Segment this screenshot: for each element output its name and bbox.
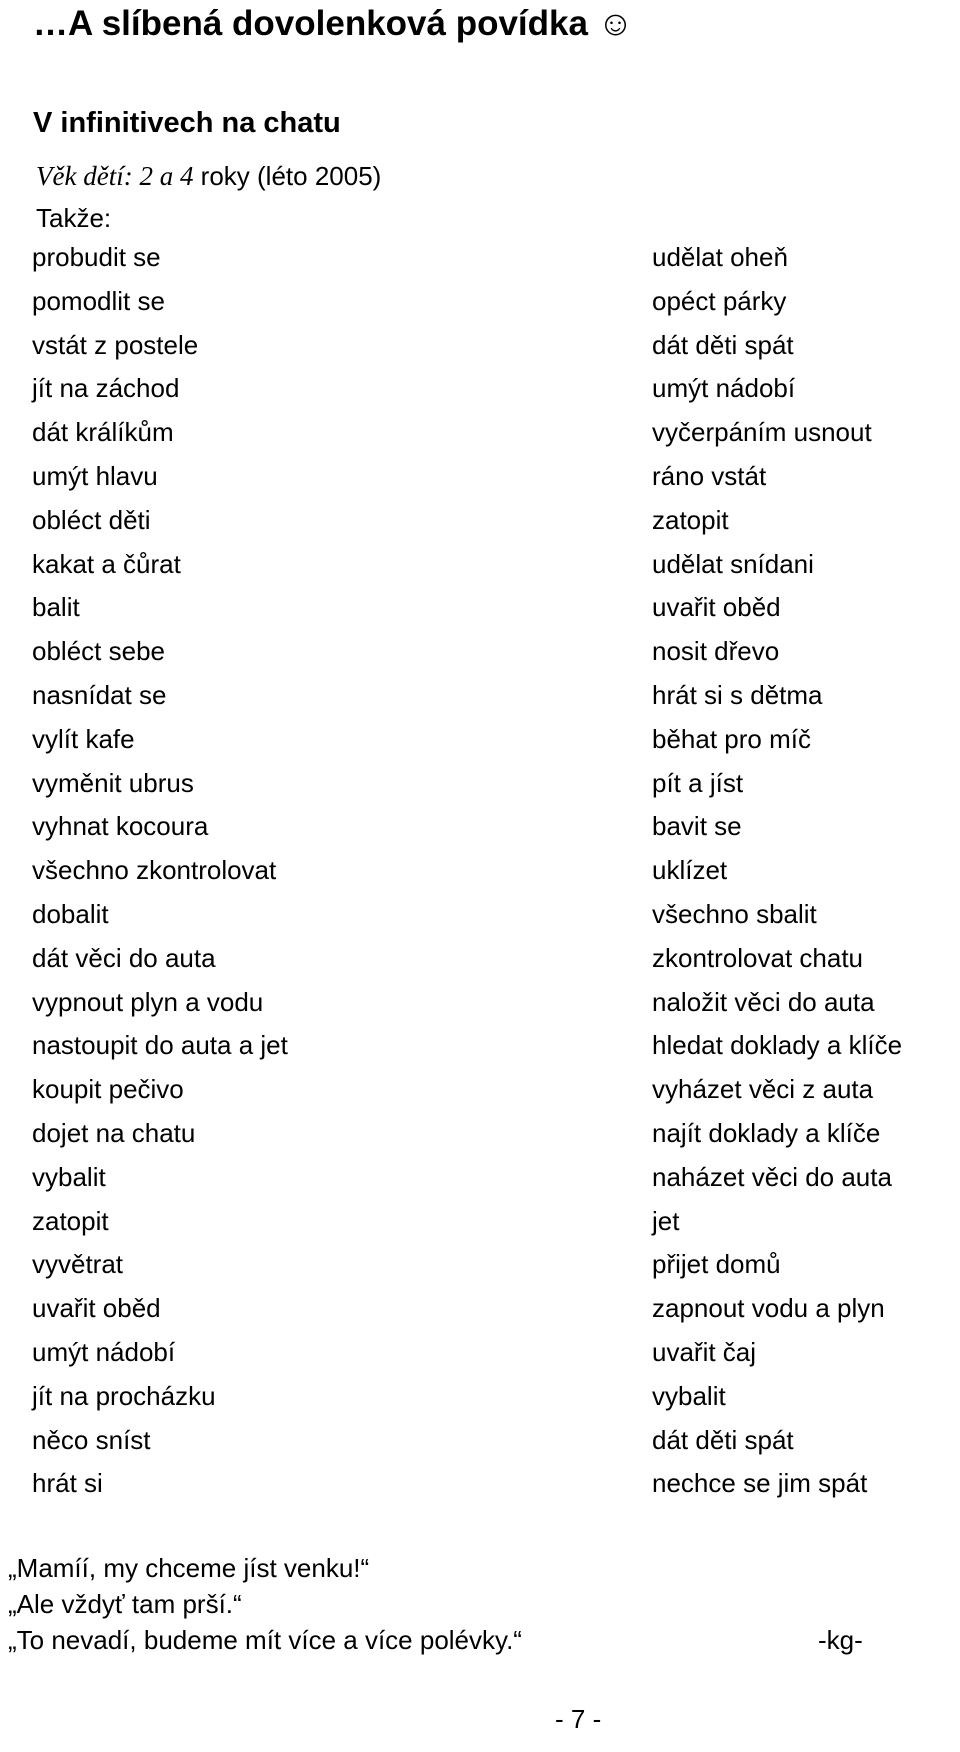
activity-item: ráno vstát xyxy=(652,460,767,491)
activity-item: udělat snídani xyxy=(652,548,814,579)
activity-item: dát králíkům xyxy=(32,417,174,448)
activity-item: zatopit xyxy=(652,504,729,535)
age-label: Věk dětí: 2 a 4 xyxy=(36,161,194,191)
activity-item: pít a jíst xyxy=(652,767,744,798)
activity-item: koupit pečivo xyxy=(32,1074,184,1105)
activity-item: uvařit oběd xyxy=(32,1293,161,1324)
activity-item: všechno sbalit xyxy=(652,898,817,929)
activity-item: udělat oheň xyxy=(652,242,788,272)
activity-item: vypnout plyn a vodu xyxy=(32,986,264,1017)
children-age-line xyxy=(36,159,381,193)
author-signature: -kg- xyxy=(818,1625,863,1655)
activity-item: hrát si s dětma xyxy=(652,679,823,710)
activity-item: naložit věci do auta xyxy=(652,986,875,1017)
activity-item: jet xyxy=(652,1205,680,1236)
activity-item: opéct párky xyxy=(652,285,787,316)
activity-item: uvařit čaj xyxy=(652,1336,757,1367)
activity-item: nosit dřevo xyxy=(652,636,780,667)
activity-item: zkontrolovat chatu xyxy=(652,942,864,973)
activity-item: najít doklady a klíče xyxy=(652,1117,881,1148)
activity-item: uvařit oběd xyxy=(652,592,781,623)
activity-item: vylít kafe xyxy=(32,723,135,754)
page-number: - 7 - xyxy=(555,1704,602,1734)
activity-item: nechce se jim spát xyxy=(652,1468,868,1499)
activity-item: dojet na chatu xyxy=(32,1117,196,1148)
activity-item: umýt hlavu xyxy=(32,460,158,491)
activity-item: vstát z postele xyxy=(32,329,199,360)
closing-dialog xyxy=(8,1550,522,1658)
activity-item: něco sníst xyxy=(32,1424,151,1455)
story-subtitle: V infinitivech na chatu xyxy=(33,107,341,139)
activity-item: přijet domů xyxy=(652,1249,781,1280)
activity-item: vyházet věci z auta xyxy=(652,1074,874,1105)
right-activity-list xyxy=(652,236,902,1506)
activity-item: pomodlit se xyxy=(32,285,165,316)
activity-item: bavit se xyxy=(652,811,742,842)
activity-item: jít na procházku xyxy=(32,1380,216,1411)
activity-item: vyvětrat xyxy=(32,1249,124,1280)
activity-item: hledat doklady a klíče xyxy=(652,1030,903,1061)
activity-item: probudit se xyxy=(32,242,161,272)
activity-item: uklízet xyxy=(652,855,728,886)
activity-item: dát děti spát xyxy=(652,329,794,360)
activity-item: umýt nádobí xyxy=(652,373,796,404)
activity-item: zatopit xyxy=(32,1205,109,1236)
activity-item: dobalit xyxy=(32,898,109,929)
activity-item: naházet věci do auta xyxy=(652,1161,892,1192)
activity-item: běhat pro míč xyxy=(652,723,811,754)
dialog-line: „Mamíí, my chceme jíst venku!“ xyxy=(8,1553,370,1583)
activity-item: hrát si xyxy=(32,1468,103,1499)
activity-item: vybalit xyxy=(32,1161,106,1192)
activity-item: dát děti spát xyxy=(652,1424,794,1455)
dialog-line: „To nevadí, budeme mít více a více polévky.“ xyxy=(8,1625,522,1655)
dialog-line: „Ale vždyť tam prší.“ xyxy=(8,1589,242,1619)
story-title: …A slíbená dovolenková povídka ☺ xyxy=(33,4,634,43)
activity-item: nastoupit do auta a jet xyxy=(32,1030,288,1061)
activity-item: nasnídat se xyxy=(32,679,167,710)
activity-item: kakat a čůrat xyxy=(32,548,181,579)
age-suffix: roky (léto 2005) xyxy=(193,161,382,191)
activity-item: vyčerpáním usnout xyxy=(652,417,872,448)
activity-item: všechno zkontrolovat xyxy=(32,855,277,886)
activity-item: obléct děti xyxy=(32,504,151,535)
activity-item: obléct sebe xyxy=(32,636,165,667)
activity-item: vyměnit ubrus xyxy=(32,767,194,798)
activity-item: vyhnat kocoura xyxy=(32,811,209,842)
left-activity-list xyxy=(32,236,288,1506)
intro-text: Takže: xyxy=(36,203,112,233)
activity-item: jít na záchod xyxy=(32,373,180,404)
activity-item: dát věci do auta xyxy=(32,942,216,973)
activity-item: vybalit xyxy=(652,1380,726,1411)
activity-item: zapnout vodu a plyn xyxy=(652,1293,885,1324)
activity-item: balit xyxy=(32,592,80,623)
activity-item: umýt nádobí xyxy=(32,1336,176,1367)
